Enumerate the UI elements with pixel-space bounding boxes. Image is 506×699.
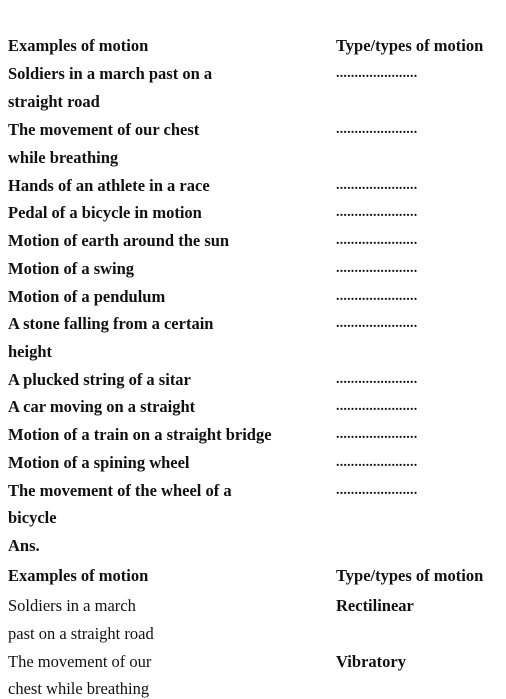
question-row-1: Soldiers in a march past on a (8, 64, 213, 83)
question-row-6: Motion of a swing (8, 259, 135, 278)
question-row-5: Motion of earth around the sun (8, 231, 230, 250)
answer-blank-9: ...................... (336, 372, 418, 387)
question-row-13: The movement of the wheel of a (8, 481, 232, 500)
answer-blank-3: ...................... (336, 178, 418, 193)
answer-row-1: Soldiers in a march (8, 596, 136, 615)
answer-blank-11: ...................... (336, 427, 418, 442)
answer-blank-10: ...................... (336, 399, 418, 414)
question-row-8-cont: height (8, 342, 53, 361)
answer-blank-6: ...................... (336, 261, 418, 276)
question-row-3: Hands of an athlete in a race (8, 176, 210, 195)
answer-label: Ans. (8, 536, 40, 555)
question-row-2-cont: while breathing (8, 148, 119, 167)
question-row-11: Motion of a train on a straight bridge (8, 425, 272, 444)
answer-blank-5: ...................... (336, 233, 418, 248)
question-row-7: Motion of a pendulum (8, 287, 166, 306)
answer-row-2-cont: chest while breathing (8, 679, 150, 698)
answer-blank-13: ...................... (336, 483, 418, 498)
header-types: Type/types of motion (336, 36, 484, 55)
answer-blank-1: ...................... (336, 66, 418, 81)
answer-row-2: The movement of our (8, 652, 152, 671)
question-row-1-cont: straight road (8, 92, 100, 111)
question-row-13-cont: bicycle (8, 508, 57, 527)
answer-blank-2: ...................... (336, 122, 418, 137)
question-row-10: A car moving on a straight (8, 397, 196, 416)
answer-header-types: Type/types of motion (336, 566, 484, 585)
question-row-4: Pedal of a bicycle in motion (8, 203, 202, 222)
question-row-12: Motion of a spining wheel (8, 453, 190, 472)
question-row-2: The movement of our chest (8, 120, 200, 139)
answer-row-1-cont: past on a straight road (8, 624, 154, 643)
answer-blank-7: ...................... (336, 289, 418, 304)
answer-blank-8: ...................... (336, 316, 418, 331)
answer-header-examples: Examples of motion (8, 566, 149, 585)
answer-type-2: Vibratory (336, 652, 406, 671)
question-row-9: A plucked string of a sitar (8, 370, 191, 389)
answer-type-1: Rectilinear (336, 596, 414, 615)
answer-blank-12: ...................... (336, 455, 418, 470)
answer-blank-4: ...................... (336, 205, 418, 220)
header-examples: Examples of motion (8, 36, 149, 55)
question-row-8: A stone falling from a certain (8, 314, 214, 333)
